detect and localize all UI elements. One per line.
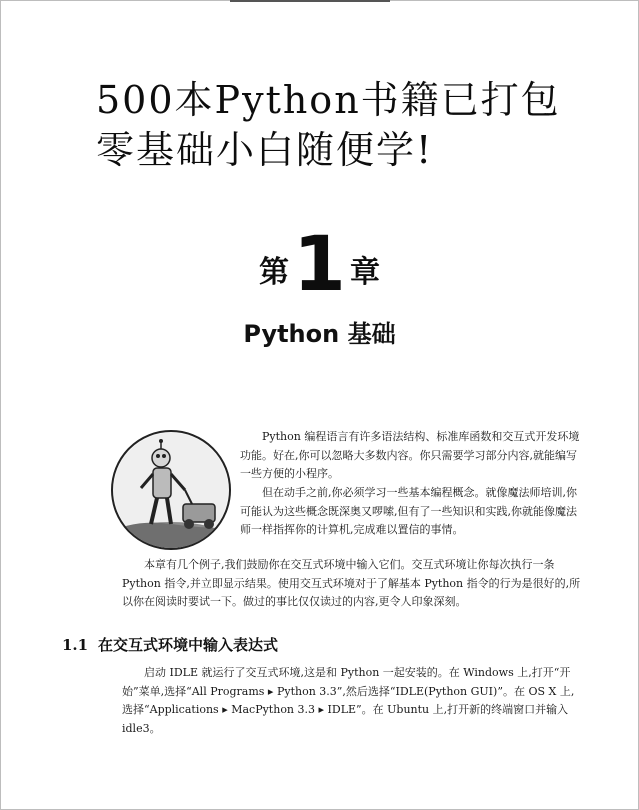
headline-line-1: 500本Python书籍已打包 xyxy=(96,78,561,122)
chapter-number: 1 xyxy=(293,219,346,308)
top-edge-line xyxy=(230,0,390,2)
headline-line-2: 零基础小白随便学! xyxy=(96,128,434,172)
section-heading xyxy=(62,634,278,655)
chapter-suffix: 章 xyxy=(349,255,380,290)
section-title: 在交互式环境中输入表达式 xyxy=(98,636,279,654)
intro-paragraph-3: 本章有几个例子,我们鼓励你在交互式环境中输入它们。交互式环境让你每次执行一条 Python 指令,并立即显示结果。使用交互式环境对于了解基本 Python 指令的行为是很好的,所以你在阅读时要试一下。做过的事比仅仅读过的内容,更令人印象深刻。 xyxy=(122,558,581,608)
intro-paragraph-2: 但在动手之前,你必须学习一些基本编程概念。就像魔法师培训,你可能认为这些概念既深奥又啰嗦,但有了一些知识和实践,你就能像魔法师一样指挥你的计算机,完成难以置信的事情。 xyxy=(240,486,577,536)
intro-paragraph-1: Python 编程语言有许多语法结构、标准库函数和交互式开发环境功能。好在,你可以忽略大多数内容。你只需要学习部分内容,就能编写一些方便的小程序。 xyxy=(240,430,580,480)
robot-illustration-art xyxy=(113,432,229,548)
robot-mower-illustration xyxy=(111,430,231,550)
chapter-prefix: 第 xyxy=(259,255,290,290)
section-body-paragraph: 启动 IDLE 就运行了交互式环境,这是和 Python 一起安装的。在 Windows 上,打开“开始”菜单,选择“All Programs ▸ Python 3.3”,然后选择“IDLE(Python GUI)”。在 OS X 上,选择“Applications ▸ MacPython 3.3 ▸ IDLE”。在 Ubuntu 上,打开新的终端窗口并输入 idle3。 xyxy=(122,666,575,735)
section-number: 1.1 xyxy=(62,636,89,654)
chapter-title: Python 基础 xyxy=(243,320,396,348)
chapter-label xyxy=(0,219,639,308)
